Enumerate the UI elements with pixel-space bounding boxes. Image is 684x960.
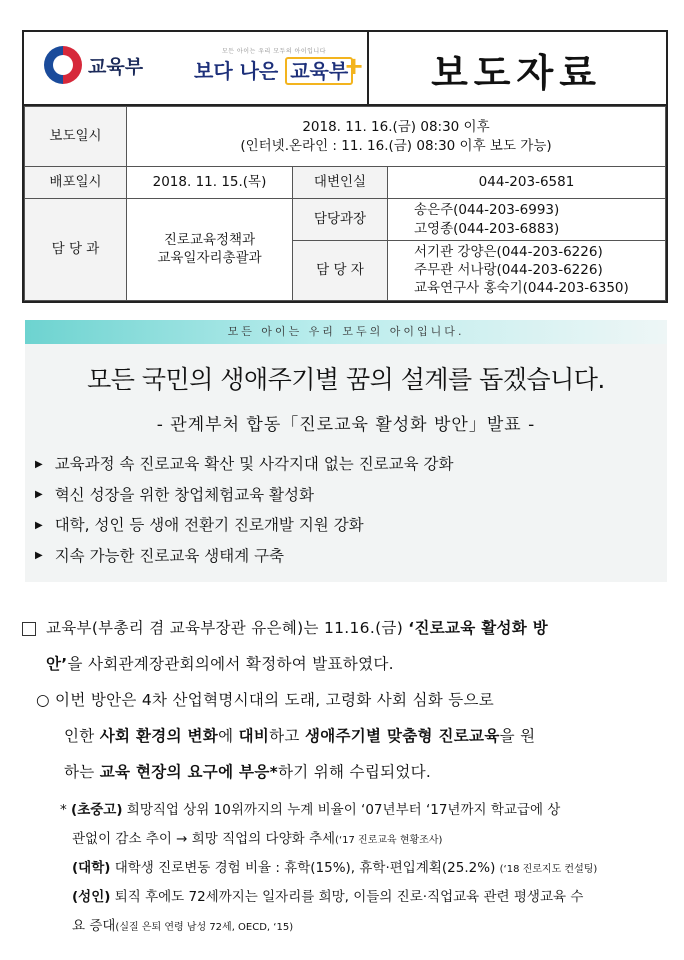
plus-icon: + (344, 52, 365, 80)
triangle-bullet-icon: ▶ (35, 489, 43, 500)
slogan-a: 보다 나은 (194, 59, 279, 83)
taegeuk-emblem-icon (44, 46, 82, 84)
staff-3: 교육연구사 홍숙기(044-203-6350) (414, 280, 629, 297)
release-line2: (인터넷.온라인 : 11. 16.(금) 08:30 이후 보도 가능) (240, 137, 552, 154)
footnotes: * (초중고) 희망직업 상위 10위까지의 누계 비율이 ‘07년부터 ‘17년까지 학교급에 상 관없이 감소 추이 → 희망 직업의 다양화 추세(‘17 진로교육 현황조사) (대학) 대학생 진로변동 경험 비율 : 휴학(15%), 휴학·편입계획(25.2%) (‘18 진로지도 컨설팅) (성인) 퇴직 후에도 72세까지는 일자리를 희망, 이들의 진로·직업교육 관련 평생교육 수 요 증대(실질 은퇴 연령 남성 72세, OECD, ‘15) (60, 796, 670, 941)
dept-label: 담당과장 (293, 199, 388, 241)
banner-tagline: 모든 아이는 우리 모두의 아이입니다. (25, 320, 667, 344)
release-line1: 2018. 11. 16.(금) 08:30 이후 (302, 119, 490, 136)
footnote-3: (성인) 퇴직 후에도 72세까지는 일자리를 희망, 이들의 진로·직업교육 관련 평생교육 수 (72, 889, 584, 905)
ministry-name: 교육부 (88, 55, 144, 78)
list-item: ▶ 혁신 성장을 위한 창업체험교육 활성화 (35, 480, 667, 511)
slogan-b: 교육부 (285, 57, 353, 85)
slogan-logo (194, 46, 365, 84)
footnote-1: * (초중고) 희망직업 상위 10위까지의 누계 비율이 ‘07년부터 ‘17년까지 학교급에 상 (60, 802, 561, 818)
division-1: 진로교육정책과 (163, 232, 256, 249)
list-item: ▶ 교육과정 속 진로교육 확산 및 사각지대 없는 진로교육 강화 (35, 449, 667, 480)
ministry-logo (44, 46, 143, 84)
slogan-small: 모든 아이는 우리 모두의 아이입니다 (221, 48, 327, 55)
staff-1: 서기관 강양은(044-203-6226) (414, 244, 603, 260)
charge-label: 담 당 과 (25, 199, 127, 301)
info-table (24, 106, 666, 301)
dept-1: 송은주(044-203-6993) (414, 202, 560, 219)
slogan-main (194, 55, 354, 84)
press-header (22, 30, 668, 303)
triangle-bullet-icon: ▶ (35, 550, 43, 561)
header-topbar (24, 32, 666, 106)
paragraph-2: ○ 이번 방안은 4차 산업혁명시대의 도래, 고령화 사회 심화 등으로 인한 사회 환경의 변화에 대비하고 생애주기별 맞춤형 진로교육을 원 하는 교육 현장의 요구에 부응*하기 위해 수립되었다. (36, 691, 536, 781)
dept-contacts (388, 199, 666, 241)
staff-label: 담 당 자 (293, 241, 388, 301)
bullet-list (35, 449, 667, 571)
doc-type-title: 보도자료 (431, 51, 602, 95)
square-bullet-icon (22, 622, 36, 636)
triangle-bullet-icon: ▶ (35, 519, 43, 531)
release-time (127, 107, 666, 167)
distribute-date: 2018. 11. 15.(목) (127, 167, 293, 199)
release-label: 보도일시 (25, 107, 127, 167)
spokesperson-label: 대변인실 (293, 167, 388, 199)
staff-contacts (388, 241, 666, 301)
spokesperson-phone: 044-203-6581 (388, 167, 666, 199)
paragraph-1: 교육부(부총리 겸 교육부장관 유은혜)는 11.16.(금) ‘진로교육 활성화 방 안’을 사회관계장관회의에서 확정하여 발표하였다. (22, 610, 662, 682)
subheadline: - 관계부처 합동「진로교육 활성화 방안」발표 - (156, 415, 536, 435)
footnote-2: (대학) 대학생 진로변동 경험 비율 : 휴학(15%), 휴학·편입계획(25.2%) (‘18 진로지도 컨설팅) (72, 860, 598, 876)
staff-2: 주무관 서나랑(044-203-6226) (414, 262, 603, 279)
list-item: ▶ 지속 가능한 진로교육 생태계 구축 (35, 541, 667, 572)
distribute-label: 배포일시 (25, 167, 127, 199)
summary-banner (25, 320, 667, 582)
triangle-bullet-icon: ▶ (35, 458, 43, 470)
dept-2: 고영종(044-203-6883) (414, 220, 560, 237)
headline: 모든 국민의 생애주기별 꿈의 설계를 돕겠습니다. (87, 365, 605, 394)
list-item: ▶ 대학, 성인 등 생애 전환기 진로개발 지원 강화 (35, 510, 667, 541)
division-2: 교육일자리총괄과 (157, 250, 262, 267)
division-names (127, 199, 293, 301)
